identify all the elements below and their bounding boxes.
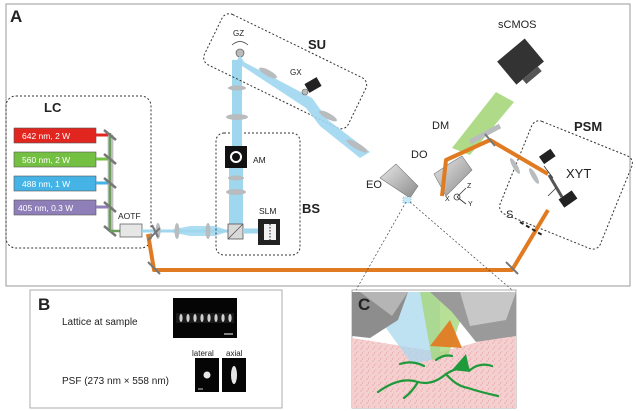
- scmos-camera: [497, 38, 548, 89]
- orange-beam-path: [148, 140, 548, 270]
- am-modulator: [225, 146, 247, 168]
- psm-module-box: [497, 118, 635, 251]
- laser-642: [14, 128, 96, 143]
- panel-c: [352, 290, 516, 408]
- aotf-crystal: [120, 224, 142, 237]
- axis-x-label: X: [445, 196, 450, 203]
- s-label: S: [506, 209, 514, 221]
- psf-lateral-image: [195, 358, 219, 392]
- lattice-image: [173, 298, 237, 338]
- panel-a-letter: A: [10, 7, 23, 26]
- xyt-label: XYT: [566, 166, 592, 181]
- dm-label: DM: [432, 120, 450, 132]
- axial-label: axial: [226, 349, 243, 358]
- psf-axial-image: [222, 358, 246, 392]
- su-module-box: [201, 11, 369, 131]
- am-label: AM: [253, 155, 266, 165]
- axes-indicator: [454, 188, 466, 204]
- gz-label: GZ: [233, 29, 245, 38]
- psf-label: PSF (273 nm × 558 nm): [62, 376, 169, 387]
- lattice-label: Lattice at sample: [62, 317, 138, 328]
- slm-label: SLM: [259, 206, 277, 216]
- laser-488-label: 488 nm, 1 W: [22, 179, 71, 189]
- laser-560-label: 560 nm, 2 W: [22, 155, 71, 165]
- sample-region: [403, 197, 411, 203]
- zoom-line-left: [356, 202, 406, 290]
- su-module-label: SU: [308, 37, 327, 52]
- zoom-line-right: [410, 202, 512, 290]
- aotf-label: AOTF: [118, 211, 141, 221]
- panel-c-letter: C: [358, 295, 371, 314]
- detection-objective: [434, 156, 472, 196]
- laser-642-label: 642 nm, 2 W: [22, 131, 71, 141]
- laser-405: [14, 200, 96, 215]
- psm-module-label: PSM: [574, 119, 603, 134]
- lateral-label: lateral: [192, 349, 214, 358]
- eo-label: EO: [366, 179, 382, 191]
- axis-z-label: Z: [467, 183, 472, 190]
- laser-405-label: 405 nm, 0.3 W: [18, 203, 74, 213]
- axis-y-label: Y: [468, 201, 473, 208]
- bs-module-label: BS: [302, 201, 321, 216]
- lc-module-label: LC: [44, 100, 62, 115]
- panel-b-letter: B: [38, 295, 51, 314]
- gx-galvo: [302, 77, 322, 95]
- laser-488: [14, 176, 96, 191]
- do-label: DO: [411, 149, 428, 161]
- scmos-label: sCMOS: [498, 19, 537, 31]
- excitation-objective: [380, 164, 418, 198]
- laser-560: [14, 152, 96, 167]
- gx-label: GX: [290, 68, 302, 77]
